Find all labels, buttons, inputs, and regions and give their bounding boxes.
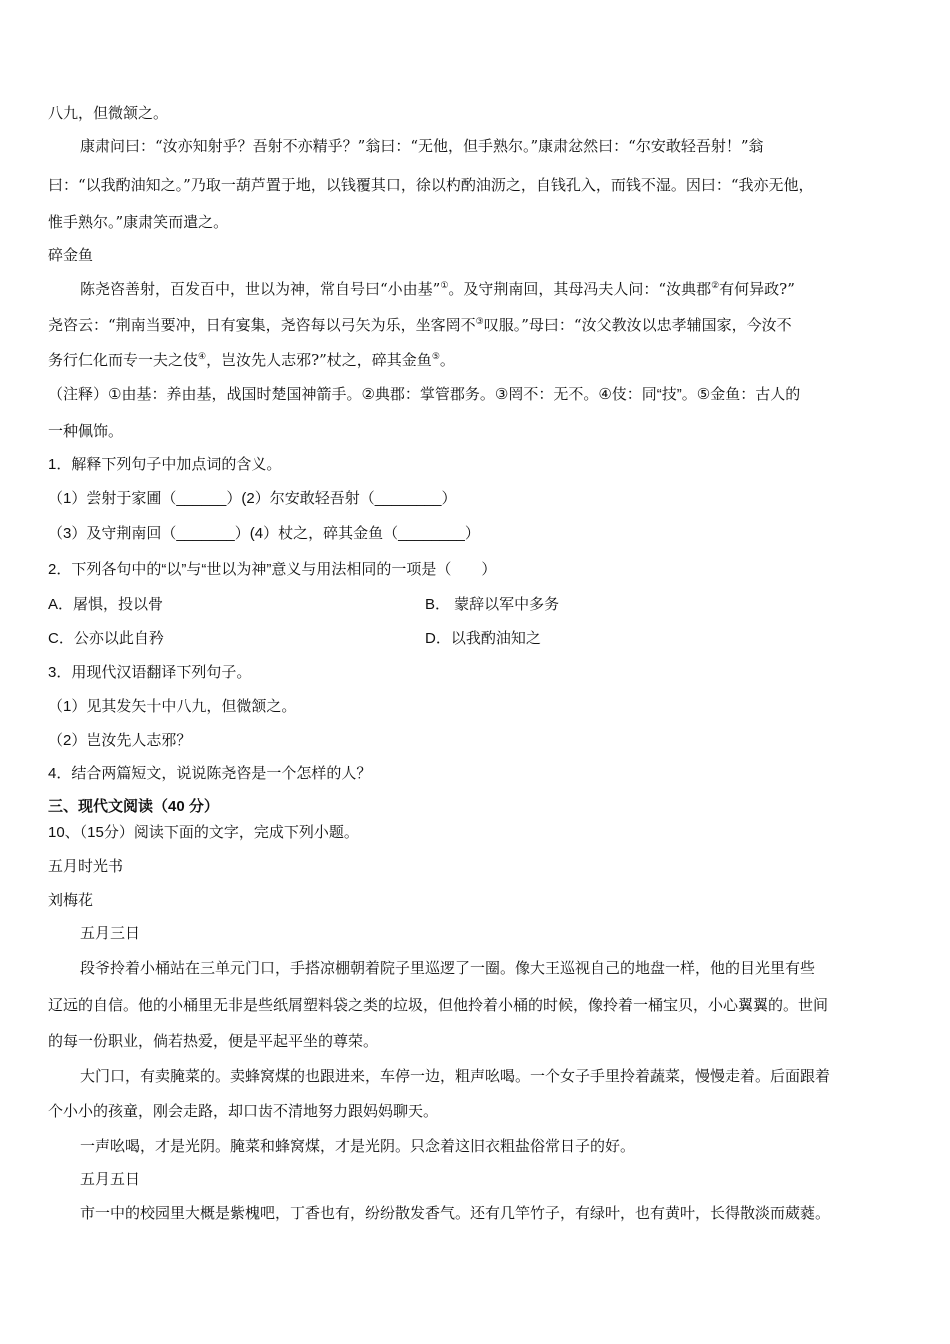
passage-b-line: 尧咨云：“荆南当要冲，日有宴集，尧咨每以弓矢为乐，坐客罔不③叹服。”母曰：“汝父教汝以忠孝辅国家，今汝不 xyxy=(48,316,792,334)
article-author: 刘梅花 xyxy=(48,891,94,909)
question-10-intro: 10、（15分）阅读下面的文字，完成下列小题。 xyxy=(48,824,359,841)
article-line: 段爷拎着小桶站在三单元门口，手搭凉棚朝着院子里巡逻了一圈。像大王巡视自己的地盘一样，他的目光里有些 xyxy=(80,959,816,977)
footnote-ref: ④ xyxy=(198,352,207,362)
diary-date: 五月三日 xyxy=(80,924,141,942)
question-3-sentence: （2）岂汝先人志邪？ xyxy=(48,732,192,749)
article-title: 五月时光书 xyxy=(48,857,124,875)
question-1-stem: 1．解释下列句子中加点词的含义。 xyxy=(48,456,282,473)
passage-a-line: 曰：“以我酌油知之。”乃取一葫芦置于地，以钱覆其口，徐以杓酌油沥之，自钱孔入，而钱不湿。因曰：“我亦无他， xyxy=(48,176,814,194)
option-d: D．以我酌油知之 xyxy=(425,630,541,647)
footnote-ref: ③ xyxy=(475,317,484,327)
passage-b-title: 碎金鱼 xyxy=(48,246,94,264)
article-line: 一声吆喝，才是光阴。腌菜和蜂窝煤，才是光阴。只念着这旧衣粗盐俗常日子的好。 xyxy=(80,1137,636,1155)
footnote-ref: ② xyxy=(711,281,720,291)
passage-b-line: 陈尧咨善射，百发百中，世以为神，常自号曰“小由基”①。及守荆南回，其母冯夫人问：“汝典郡②有何异政?” xyxy=(80,280,795,298)
question-4-stem: 4．结合两篇短文，说说陈尧咨是一个怎样的人？ xyxy=(48,765,372,782)
passage-a-line: 康肃问曰：“汝亦知射乎？吾射不亦精乎？”翁曰：“无他，但手熟尔。”康肃忿然曰：“尔安敢轻吾射！”翁 xyxy=(80,137,764,155)
question-3-sentence: （1）见其发矢十中八九，但微颔之。 xyxy=(48,698,297,715)
passage-a-ending: 八九，但微颔之。 xyxy=(48,104,169,122)
option-c: C．公亦以此自矜 xyxy=(48,630,164,647)
article-line: 辽远的自信。他的小桶里无非是些纸屑塑料袋之类的垃圾，但他拎着小桶的时候，像拎着一桶宝贝，小心翼翼的。世间 xyxy=(48,996,829,1014)
question-2-options-row xyxy=(48,629,902,649)
footnote-ref: ① xyxy=(440,281,449,291)
option-a: A．屠惧，投以骨 xyxy=(48,596,164,613)
section-3-heading: 三、现代文阅读（40 分） xyxy=(48,798,219,815)
article-line: 大门口，有卖腌菜的。卖蜂窝煤的也跟进来，车停一边，粗声吆喝。一个女子手里拎着蔬菜，慢慢走着。后面跟着 xyxy=(80,1067,831,1085)
annotation-notes: 一种佩饰。 xyxy=(48,423,124,440)
annotation-notes: （注释）①由基：养由基，战国时楚国神箭手。②典郡：掌管郡务。③罔不：无不。④伎：同“技”。⑤金鱼：古人的 xyxy=(48,386,801,403)
question-2-stem: 2．下列各句中的“以”与“世以为神”意义与用法相同的一项是（ ） xyxy=(48,561,497,578)
article-line: 市一中的校园里大概是紫槐吧，丁香也有，纷纷散发香气。还有几竿竹子，有绿叶，也有黄叶，长得散淡而葳蕤。 xyxy=(80,1204,831,1222)
diary-date: 五月五日 xyxy=(80,1170,141,1188)
passage-b-line: 务行仁化而专一夫之伎④，岂汝先人志邪?”杖之，碎其金鱼⑤。 xyxy=(48,351,455,369)
question-3-stem: 3．用现代汉语翻译下列句子。 xyxy=(48,664,252,681)
question-2-options-row xyxy=(48,595,902,615)
option-b: B． 蒙辞以军中多务 xyxy=(425,596,560,613)
question-1-row: （3）及守荆南回（_______）(4）杖之，碎其金鱼（________） xyxy=(48,525,480,542)
article-line: 的每一份职业，倘若热爱，便是平起平坐的尊荣。 xyxy=(48,1032,379,1050)
article-line: 个小小的孩童，刚会走路，却口齿不清地努力跟妈妈聊天。 xyxy=(48,1102,439,1120)
footnote-ref: ⑤ xyxy=(431,352,440,362)
question-1-row: （1）尝射于家圃（______）(2）尔安敢轻吾射（________） xyxy=(48,490,457,507)
passage-a-line: 惟手熟尔。”康肃笑而遣之。 xyxy=(48,213,229,231)
